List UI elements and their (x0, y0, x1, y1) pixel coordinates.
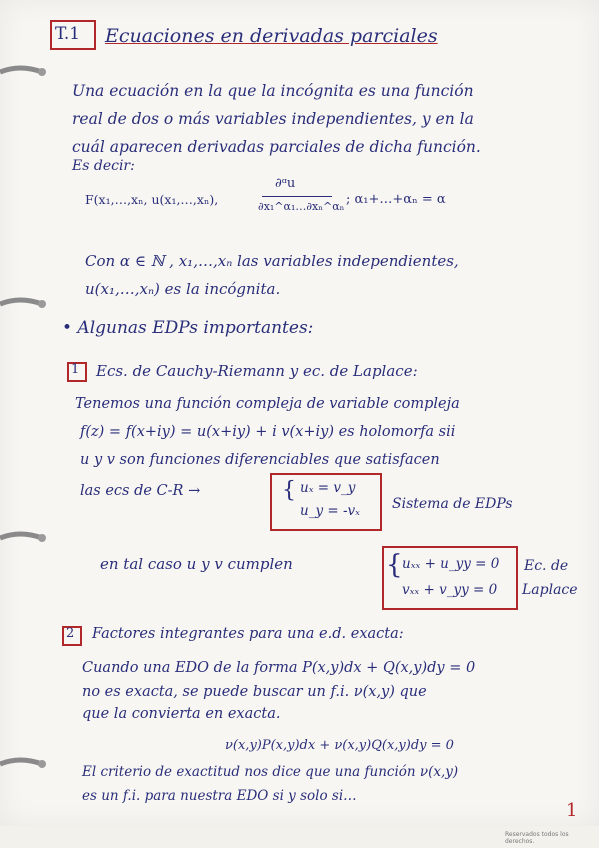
cr-equation: uₓ = v_y (300, 480, 356, 496)
item-heading: Ecs. de Cauchy-Riemann y ec. de Laplace: (96, 362, 418, 380)
binder-ring (0, 64, 50, 80)
intro-line: Es decir: (72, 158, 135, 174)
item-line: es un f.i. para nuestra EDO si y solo si… (82, 788, 357, 804)
condition-line: u(x₁,…,xₙ) es la incógnita. (85, 280, 281, 298)
page-number: 1 (566, 800, 578, 821)
laplace-note: Ec. de (524, 558, 569, 574)
item-number: 2 (66, 626, 75, 641)
item-line: u y v son funciones diferenciables que satisfacen (80, 452, 440, 468)
title-number: T.1 (55, 24, 81, 44)
brace-icon: { (282, 478, 296, 503)
brace-icon: { (386, 550, 403, 580)
item-number: 1 (71, 362, 80, 377)
binder-ring (0, 756, 50, 772)
cr-equation: u_y = -vₓ (300, 503, 360, 519)
item-line: f(z) = f(x+iy) = u(x+iy) + i v(x+iy) es holomorfa sii (80, 424, 456, 440)
footer-text: Reservados todos los derechos. (505, 831, 569, 845)
intro-line: cuál aparecen derivadas parciales de dicha función. (72, 138, 481, 156)
condition-line: Con α ∈ ℕ , x₁,…,xₙ las variables independientes, (85, 252, 459, 270)
fraction-bar (262, 196, 332, 197)
formula-denominator: ∂x₁^α₁…∂xₙ^αₙ (258, 200, 345, 213)
section-heading: • Algunas EDPs importantes: (62, 318, 314, 338)
page-title: Ecuaciones en derivadas parciales (105, 25, 438, 47)
laplace-note: Laplace (522, 582, 578, 598)
intro-line: real de dos o más variables independientes, y en la (72, 110, 474, 128)
binder-ring (0, 530, 50, 546)
formula-rhs: ; α₁+…+αₙ = α (346, 192, 446, 207)
item-line: no es exacta, se puede buscar un f.i. ν(x,y) que (82, 684, 427, 700)
intro-line: Una ecuación en la que la incógnita es una función (72, 82, 474, 100)
item-line: las ecs de C-R → (80, 483, 201, 499)
cr-note: Sistema de EDPs (392, 496, 513, 512)
laplace-equation: uₓₓ + u_yy = 0 (402, 556, 500, 572)
item-line: que la convierta en exacta. (82, 706, 281, 722)
then-line: en tal caso u y v cumplen (100, 555, 293, 573)
item-line: El criterio de exactitud nos dice que una función ν(x,y) (82, 764, 459, 780)
formula-numerator: ∂ᵅu (275, 176, 296, 191)
laplace-equation: vₓₓ + v_yy = 0 (402, 582, 498, 598)
item-line: Cuando una EDO de la forma P(x,y)dx + Q(x,y)dy = 0 (82, 660, 476, 676)
item-formula: ν(x,y)P(x,y)dx + ν(x,y)Q(x,y)dy = 0 (225, 738, 454, 753)
item-line: Tenemos una función compleja de variable compleja (75, 396, 460, 412)
binder-ring (0, 296, 50, 312)
formula-lhs: F(x₁,…,xₙ, u(x₁,…,xₙ), (85, 192, 219, 207)
item-heading: Factores integrantes para una e.d. exacta: (92, 626, 404, 642)
